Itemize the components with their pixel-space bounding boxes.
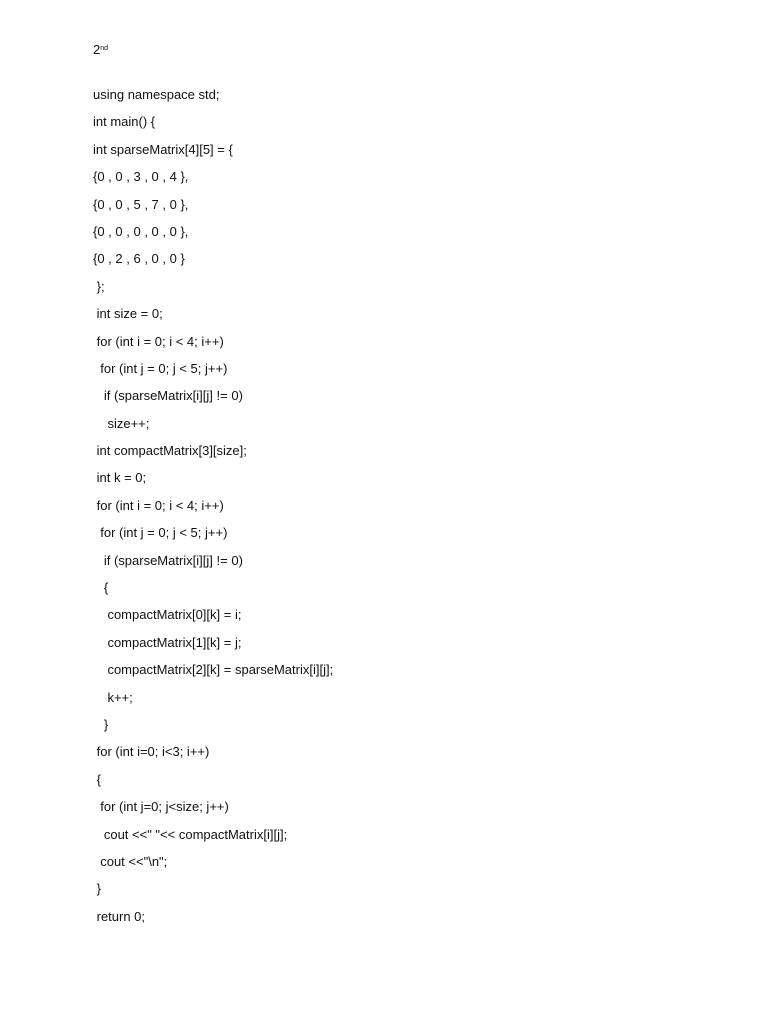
code-line: k++;	[93, 689, 133, 705]
code-line: return 0;	[93, 908, 146, 924]
code-line: {0 , 0 , 3 , 0 , 4 },	[93, 169, 189, 185]
code-line: {0 , 0 , 0 , 0 , 0 },	[93, 223, 189, 239]
code-line: {	[93, 771, 101, 787]
heading-ordinal-suffix: nd	[100, 45, 109, 52]
code-line: for (int j = 0; j < 5; j++)	[93, 360, 228, 376]
code-line: int size = 0;	[93, 306, 163, 322]
section-heading	[93, 42, 108, 58]
code-line: using namespace std;	[93, 87, 220, 102]
code-line: for (int j = 0; j < 5; j++)	[93, 525, 228, 541]
code-line: cout <<" "<< compactMatrix[i][j];	[93, 826, 288, 842]
code-block	[93, 86, 333, 935]
code-line: {0 , 0 , 5 , 7 , 0 },	[93, 196, 189, 212]
code-line: compactMatrix[1][k] = j;	[93, 634, 242, 650]
code-line: for (int i = 0; i < 4; i++)	[93, 497, 224, 513]
code-line: {	[93, 580, 109, 596]
code-line: compactMatrix[0][k] = i;	[93, 607, 242, 623]
code-line: for (int j=0; j<size; j++)	[93, 799, 229, 815]
code-line: compactMatrix[2][k] = sparseMatrix[i][j];	[93, 662, 334, 678]
code-line: if (sparseMatrix[i][j] != 0)	[93, 388, 243, 404]
heading-number: 2	[93, 42, 101, 57]
code-line: {0 , 2 , 6 , 0 , 0 }	[93, 251, 185, 267]
code-line: };	[93, 278, 105, 294]
code-line: size++;	[93, 415, 150, 431]
code-line: for (int i=0; i<3; i++)	[93, 744, 210, 760]
code-line: int sparseMatrix[4][5] = {	[93, 141, 233, 157]
code-line: int compactMatrix[3][size];	[93, 443, 247, 459]
code-line: int k = 0;	[93, 470, 147, 486]
code-line: }	[93, 881, 101, 897]
code-line: for (int i = 0; i < 4; i++)	[93, 333, 224, 349]
code-line: }	[93, 716, 109, 732]
code-line: if (sparseMatrix[i][j] != 0)	[93, 552, 243, 568]
code-line: cout <<"\n";	[93, 853, 168, 869]
code-line: int main() {	[93, 114, 156, 130]
